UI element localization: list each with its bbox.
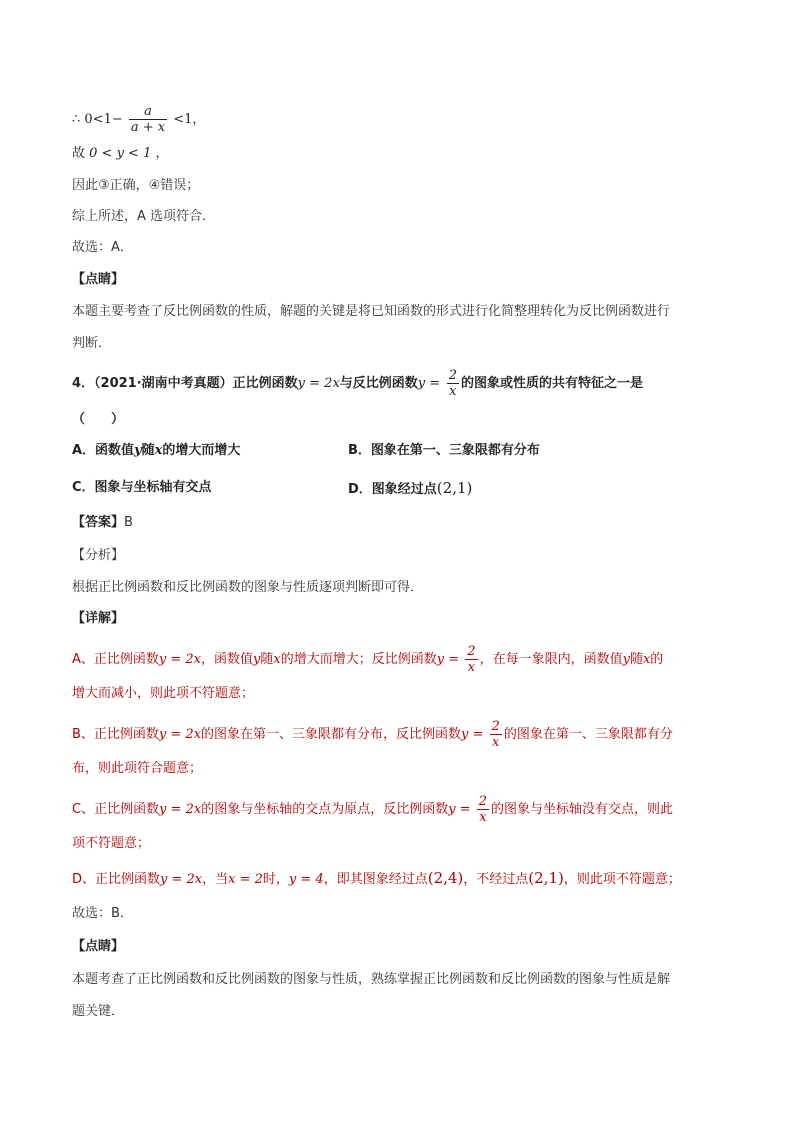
detail-d-point-2-1: (2,1): [528, 869, 564, 887]
detail-c-text3: 的图象与坐标轴没有交点，则此: [491, 802, 674, 817]
detail-a-text2: ，函数值: [201, 652, 254, 667]
detail-b-text3: 的图象在第一、三象限都有分: [503, 727, 673, 742]
range-prefix: 故: [72, 146, 86, 161]
detail-c-line1: [72, 794, 673, 825]
detail-a-line1: [72, 644, 663, 675]
range-math: 0 < y < 1: [89, 146, 152, 161]
comment-text-line1: 本题主要考查了反比例函数的性质，解题的关键是将已知函数的形式进行化简整理转化为反比例函数进行: [72, 304, 671, 319]
option-a: [72, 441, 240, 461]
detail-a-text4: 的增大而增大；反比例函数: [280, 652, 437, 667]
detail-b-math2: y =: [461, 727, 484, 742]
fraction-numerator: 2: [478, 794, 487, 809]
detail-c-line2: 项不符题意；: [72, 836, 151, 851]
fraction-denominator: x: [449, 384, 457, 399]
analysis-tag: 【分析】: [72, 548, 125, 563]
option-a-x: x: [154, 443, 163, 458]
comment-tag-2: 【点睛】: [72, 939, 125, 954]
fraction-numerator: 2: [467, 644, 476, 659]
detail-d-text4: ，即其图象经过点: [323, 872, 428, 887]
analysis-text: 根据正比例函数和反比例函数的图象与性质逐项判断即可得．: [72, 580, 424, 595]
answer-line: [72, 513, 133, 533]
detail-c-text2: 的图象与坐标轴的交点为原点，反比例函数: [201, 802, 449, 817]
detail-c-math2: y =: [448, 802, 471, 817]
fraction-denominator: x: [479, 810, 487, 825]
detail-a-text1: A、正比例函数: [72, 652, 159, 667]
detail-d-point-2-4: (2,4): [427, 869, 464, 887]
detail-d-text2: ，当: [202, 872, 229, 887]
option-a-prefix: A．函数值: [72, 443, 135, 458]
option-d-point: (2,1): [436, 479, 473, 497]
detail-c-math1: y = 2x: [159, 802, 202, 817]
detail-a-y: y: [253, 652, 261, 667]
question-stem: [72, 368, 643, 399]
detail-d-text1: D、正比例函数: [72, 872, 161, 887]
answer-value: B: [124, 515, 133, 530]
fraction-denominator: x: [492, 735, 500, 750]
detail-a-x2: x: [642, 652, 651, 667]
detail-b-text2: 的图象在第一、三象限都有分布，反比例函数: [201, 727, 462, 742]
fraction-numerator: 2: [491, 719, 500, 734]
option-c: C．图象与坐标轴有交点: [72, 480, 212, 495]
detail-a-text6: 随: [629, 652, 643, 667]
question-text-and: 与反比例函数: [339, 376, 418, 391]
detail-b-math1: y = 2x: [158, 727, 202, 742]
final-choice: 故选：B．: [72, 906, 133, 921]
detail-a-text3: 随: [260, 652, 274, 667]
option-a-suffix: 的增大而增大: [162, 443, 241, 458]
fraction-denominator: x: [467, 660, 476, 675]
detail-d-text5: ，不经过点: [463, 872, 529, 887]
detail-a-y2: y: [622, 652, 630, 667]
detail-d-text6: ，则此项不符题意；: [563, 872, 681, 887]
detail-d-math3: y = 4: [288, 872, 324, 887]
comment2-text-line1: 本题考查了正比例函数和反比例函数的图象与性质，熟练掌握正比例函数和反比例函数的图象与性质是解: [72, 972, 671, 987]
range-suffix: ，: [155, 146, 169, 161]
range-line: [72, 144, 169, 164]
fraction-numerator: a: [129, 104, 167, 120]
option-d: [348, 478, 472, 500]
conclusion-line: 因此③正确，④错误；: [72, 178, 200, 193]
inequality-suffix: <1，: [173, 112, 206, 127]
detail-c-fraction: [477, 794, 489, 825]
conclusion-inequality-line: [72, 104, 205, 135]
comment2-text-line2: 题关键．: [72, 1004, 125, 1019]
detail-d-math1: y = 2x: [160, 872, 203, 887]
option-a-y: y: [134, 443, 142, 458]
option-d-prefix: D．图象经过点: [348, 482, 437, 497]
question-text-end: 的图象或性质的共有特征之一是: [460, 376, 643, 391]
question-source: 4．（2021·湖南中考真题）正比例函数: [72, 376, 298, 391]
detail-b-line1: [72, 719, 673, 750]
detail-d-line: [72, 868, 681, 890]
inequality-prefix: ∴ 0<1−: [72, 112, 123, 127]
detail-a-text7: 的: [650, 652, 664, 667]
detail-d-text3: 时，: [262, 872, 289, 887]
option-b: B．图象在第一、三象限都有分布: [348, 443, 540, 458]
detail-c-text1: C、正比例函数: [72, 802, 160, 817]
detail-tag: 【详解】: [72, 611, 125, 626]
detail-d-math2: x = 2: [228, 872, 263, 887]
detail-a-math1: y = 2x: [158, 652, 202, 667]
detail-a-x: x: [273, 652, 281, 667]
comment-tag: 【点睛】: [72, 272, 125, 287]
question-math-linear: y = 2x: [297, 376, 340, 391]
comment-text-line2: 判断．: [72, 336, 112, 351]
fraction-denominator: a + x: [130, 120, 166, 135]
detail-b-fraction: [490, 719, 502, 750]
option-a-mid: 随: [141, 443, 155, 458]
detail-b-line2: 布，则此项符合题意；: [72, 761, 203, 776]
detail-a-line2: 增大而减小，则此项不符题意；: [72, 686, 255, 701]
question-fraction: [447, 368, 459, 399]
question-answer-paren: （ ）: [72, 412, 125, 427]
detail-b-text1: B、正比例函数: [72, 727, 159, 742]
answer-tag: 【答案】: [72, 515, 125, 530]
detail-a-fraction: [465, 644, 477, 675]
choice-line: 故选：A．: [72, 240, 133, 255]
summary-line: 综上所述，A 选项符合．: [72, 209, 216, 224]
detail-a-math2: y =: [436, 652, 460, 667]
fraction-numerator: 2: [448, 368, 457, 383]
question-math-inverse-lhs: y =: [417, 376, 441, 391]
fraction-a-over-a-plus-x: [129, 104, 167, 135]
detail-a-text5: ，在每一象限内，函数值: [479, 652, 623, 667]
